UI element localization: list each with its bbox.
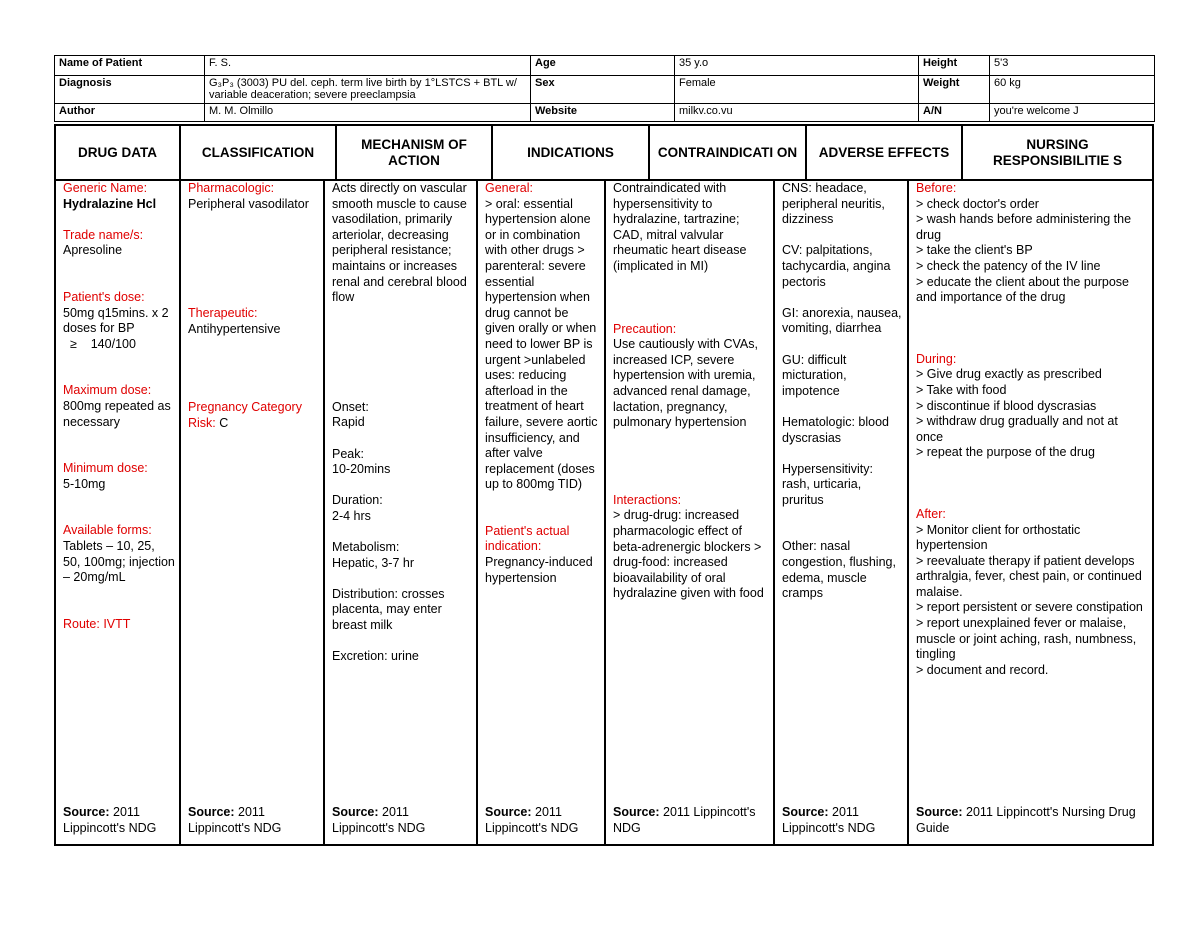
during-label: During:: [916, 351, 957, 366]
weight-label: Weight: [919, 76, 990, 104]
before-item: > take the client's BP: [916, 243, 1033, 258]
patient-dose: 50mg q15mins. x 2 doses for BP: [63, 305, 169, 336]
max-dose-label: Maximum dose:: [63, 383, 152, 398]
diagnosis-label: Diagnosis: [55, 76, 205, 104]
drug-table-header: [56, 126, 1152, 181]
source-classification: Source: 2011 Lippincott's NDG: [188, 805, 282, 835]
excretion: Excretion: urine: [332, 649, 419, 664]
forms-label: Available forms:: [63, 523, 152, 538]
peak: 10-20mins: [332, 462, 391, 477]
min-dose-label: Minimum dose:: [63, 461, 148, 476]
actual-indication-label: Patient's actual indication:: [485, 523, 570, 554]
route: Route: IVTT: [63, 616, 131, 631]
therapeutic: Antihypertensive: [188, 321, 281, 336]
after-label: After:: [916, 506, 946, 521]
drug-table: [54, 124, 1154, 846]
after-item: > reevaluate therapy if patient develops arthralgia, fever, chest pain, or continued malaise.: [916, 553, 1142, 599]
header-contraindications: CONTRAINDICATI ON: [650, 126, 807, 179]
header-nursing: NURSING RESPONSIBILITIE S: [992, 136, 1123, 168]
patient-name: F. S.: [205, 56, 531, 76]
author: M. M. Olmillo: [205, 104, 531, 122]
actual-indication: Pregnancy-induced hypertension: [485, 555, 593, 585]
sex-label: Sex: [531, 76, 675, 104]
indications-cell: [478, 181, 606, 844]
source-indications: Source: 2011 Lippincott's NDG: [485, 805, 579, 835]
dose-label: Patient's dose:: [63, 289, 145, 304]
classification-cell: [181, 181, 325, 844]
mechanism-cell: [325, 181, 478, 844]
an-label: A/N: [919, 104, 990, 122]
patient-sex: Female: [675, 76, 919, 104]
author-label: Author: [55, 104, 205, 122]
patient-age: 35 y.o: [675, 56, 919, 76]
therapeutic-label: Therapeutic:: [188, 306, 258, 321]
onset-label: Onset:: [332, 399, 369, 414]
source-nursing: Source: 2011 Lippincott's Nursing Drug Guide: [916, 805, 1136, 835]
adverse-cv: CV: palpitations, tachycardia, angina pectoris: [782, 243, 891, 289]
generic-label: Generic Name:: [63, 181, 148, 195]
header-indications: INDICATIONS: [493, 126, 650, 179]
header-mechanism: MECHANISM OF ACTION: [337, 126, 493, 179]
before-item: > check the patency of the IV line: [916, 258, 1101, 273]
age-label: Age: [531, 56, 675, 76]
contraindications-cell: [606, 181, 775, 844]
header-adverse: ADVERSE EFFECTS: [807, 126, 963, 179]
max-dose: 800mg repeated as necessary: [63, 398, 171, 429]
adverse-gi: GI: anorexia, nausea, vomiting, diarrhea: [782, 305, 902, 336]
general-indications: > oral: essential hypertension alone or in combination with other drugs > parenteral: severe essential hypertension when drug cannot be given orally or when need to lower BP is urgent >unlabeled uses: reducing afterload in the treatment of heart failure, severe aortic insufficiency, and after valve replacement (doses up to 800mg TID): [485, 196, 598, 492]
name-label: Name of Patient: [55, 56, 205, 76]
adverse-gu: GU: difficult micturation, impotence: [782, 352, 847, 398]
before-item: > educate the client about the purpose and importance of the drug: [916, 274, 1130, 305]
metabolism-label: Metabolism:: [332, 540, 400, 555]
metabolism: Hepatic, 3-7 hr: [332, 555, 414, 570]
website: milkv.co.vu: [675, 104, 919, 122]
contraindications-text: Contraindicated with hypersensitivity to hydralazine, tartrazine; CAD, mitral valvular rheumatic heart disease (implicated in MI): [613, 181, 747, 273]
after-item: > report persistent or severe constipation: [916, 600, 1143, 615]
adverse-hypersensitivity: Hypersensitivity: rash, urticaria, pruritus: [782, 461, 873, 507]
general-label: General:: [485, 181, 533, 195]
source-mechanism: Source: 2011 Lippincott's NDG: [332, 805, 426, 835]
source-adverse: Source: 2011 Lippincott's NDG: [782, 805, 876, 835]
patient-diagnosis: G₃P₃ (3003) PU del. ceph. term live birth by 1°LSTCS + BTL w/ variable deaceration; severe preeclampsia: [205, 76, 531, 104]
onset: Rapid: [332, 415, 365, 430]
pregnancy-risk: Pregnancy Category Risk: C: [188, 400, 302, 430]
before-item: > wash hands before administering the drug: [916, 212, 1132, 242]
adverse-hematologic: Hematologic: blood dyscrasias: [782, 414, 890, 445]
adverse-cns: CNS: headace, peripheral neuritis, dizziness: [782, 181, 885, 227]
after-item: > Monitor client for orthostatic hypertension: [916, 522, 1081, 553]
dose-threshold: [63, 337, 175, 353]
precaution-label: Precaution:: [613, 321, 677, 336]
pharmacologic: Peripheral vasodilator: [188, 196, 309, 211]
nursing-cell: [909, 181, 1152, 844]
interactions: > drug-drug: increased pharmacologic effect of beta-adrenergic blockers > drug-food: increased bioavailability of oral hydralazine given with food: [613, 508, 764, 601]
height-label: Height: [919, 56, 990, 76]
website-label: Website: [531, 104, 675, 122]
duration: 2-4 hrs: [332, 508, 371, 523]
after-item: > report unexplained fever or malaise, muscle or joint aching, rash, numbness, tingling: [916, 616, 1137, 662]
gte-symbol: ≥: [69, 336, 77, 351]
header-classification: CLASSIFICATION: [181, 126, 337, 179]
trade-label: Trade name/s:: [63, 227, 144, 242]
trade-name: Apresoline: [63, 243, 123, 258]
during-item: > Take with food: [916, 382, 1007, 397]
during-item: > withdraw drug gradually and not at once: [916, 414, 1118, 444]
during-item: > repeat the purpose of the drug: [916, 445, 1095, 460]
drug-data-cell: [56, 181, 181, 844]
peak-label: Peak:: [332, 446, 364, 461]
min-dose: 5-10mg: [63, 476, 106, 491]
patient-info-table: [54, 55, 1155, 122]
before-item: > check doctor's order: [916, 196, 1039, 211]
adverse-effects-cell: [775, 181, 909, 844]
drug-table-body: [56, 181, 1152, 844]
drug-study-sheet: [54, 55, 1154, 835]
generic-name: Hydralazine Hcl: [63, 196, 157, 211]
interactions-label: Interactions:: [613, 492, 682, 507]
source-contraindications: Source: 2011 Lippincott's NDG: [613, 805, 756, 835]
mechanism-text: Acts directly on vascular smooth muscle to cause vasodilation, primarily arteriolar, decreasing peripheral resistance; maintains or increases renal and cerebral blood flow: [332, 181, 467, 305]
dose-bp: 140/100: [90, 336, 136, 351]
an-note: you're welcome J: [990, 104, 1155, 122]
patient-weight: 60 kg: [990, 76, 1155, 104]
precaution: Use cautiously with CVAs, increased ICP, severe hypertension with uremia, advanced renal damage, lactation, pregnancy, pulmonary hypertension: [613, 337, 758, 430]
after-item: > document and record.: [916, 662, 1049, 677]
source-drug-data: Source: 2011 Lippincott's NDG: [63, 805, 157, 835]
patient-height: 5'3: [990, 56, 1155, 76]
during-item: > Give drug exactly as prescribed: [916, 367, 1102, 382]
duration-label: Duration:: [332, 493, 383, 508]
available-forms: Tablets – 10, 25, 50, 100mg; injection – 20mg/mL: [63, 538, 175, 585]
pharmacologic-label: Pharmacologic:: [188, 181, 275, 195]
adverse-other: Other: nasal congestion, flushing, edema, muscle cramps: [782, 539, 896, 601]
during-item: > discontinue if blood dyscrasias: [916, 398, 1097, 413]
before-label: Before:: [916, 181, 957, 195]
distribution: Distribution: crosses placenta, may enter breast milk: [332, 586, 445, 633]
header-drug-data: DRUG DATA: [56, 126, 181, 179]
